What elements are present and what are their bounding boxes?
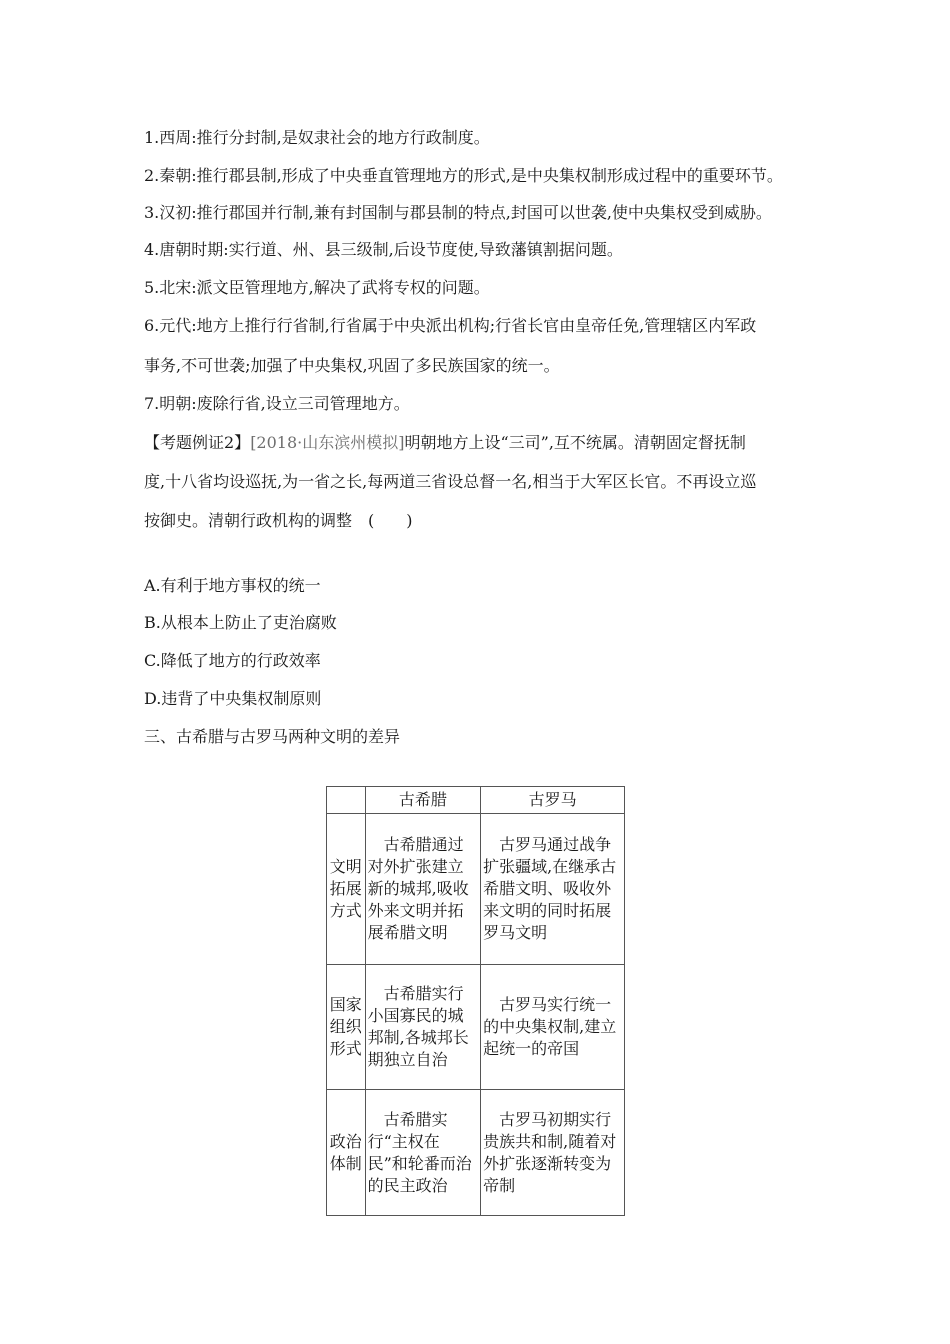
greece-cell: 古希腊通过对外扩张建立新的城邦,吸收外来文明并拓展希腊文明 — [365, 814, 481, 965]
greece-cell: 古希腊实行“主权在民”和轮番而治的民主政治 — [365, 1090, 481, 1216]
table-header-row — [327, 787, 625, 814]
header-greece: 古希腊 — [365, 787, 481, 814]
rome-cell: 古罗马通过战争扩张疆域,在继承古希腊文明、吸收外来文明的同时拓展罗马文明 — [481, 814, 625, 965]
option-b: B.从根本上防止了吏治腐败 — [144, 613, 337, 632]
row-label: 政治体制 — [327, 1090, 366, 1216]
question-stem-line-2: 度,十八省均设巡抚,为一省之长,每两道三省设总督一名,相当于大军区长官。不再设立巡 — [144, 472, 757, 491]
summary-line-7: 事务,不可世袭;加强了中央集权,巩固了多民族国家的统一。 — [144, 356, 560, 375]
option-d: D.违背了中央集权制原则 — [144, 689, 322, 708]
rome-cell: 古罗马初期实行贵族共和制,随着对外扩张逐渐转变为帝制 — [481, 1090, 625, 1216]
greece-cell: 古希腊实行小国寡民的城邦制,各城邦长期独立自治 — [365, 965, 481, 1090]
table-row — [327, 1090, 625, 1216]
question-stem-line-3: 按御史。清朝行政机构的调整 ( ) — [144, 511, 413, 530]
summary-line-6: 6.元代:地方上推行行省制,行省属于中央派出机构;行省长官由皇帝任免,管理辖区内军政 — [144, 316, 757, 335]
summary-line-1: 1.西周:推行分封制,是奴隶社会的地方行政制度。 — [144, 128, 490, 147]
header-rome: 古罗马 — [481, 787, 625, 814]
comparison-table — [326, 786, 625, 1216]
question-stem-line-1 — [144, 432, 746, 454]
option-c: C.降低了地方的行政效率 — [144, 651, 321, 670]
header-empty — [327, 787, 366, 814]
row-label: 文明拓展方式 — [327, 814, 366, 965]
summary-line-4: 4.唐朝时期:实行道、州、县三级制,后设节度使,导致藩镇割据问题。 — [144, 240, 623, 259]
row-label: 国家组织形式 — [327, 965, 366, 1090]
summary-line-3: 3.汉初:推行郡国并行制,兼有封国制与郡县制的特点,封国可以世袭,使中央集权受到威胁。 — [144, 203, 772, 222]
rome-cell: 古罗马实行统一的中央集权制,建立起统一的帝国 — [481, 965, 625, 1090]
question-source: [2018·山东滨州模拟] — [250, 433, 405, 452]
option-a: A.有利于地方事权的统一 — [144, 576, 321, 595]
table-row — [327, 965, 625, 1090]
question-tag: 【考题例证2】 — [144, 433, 251, 452]
question-stem-text: 明朝地方上设“三司”,互不统属。清朝固定督抚制 — [404, 433, 746, 452]
section-title: 三、古希腊与古罗马两种文明的差异 — [144, 727, 401, 746]
summary-line-2: 2.秦朝:推行郡县制,形成了中央垂直管理地方的形式,是中央集权制形成过程中的重要环节。 — [144, 166, 783, 185]
table-row — [327, 814, 625, 965]
summary-line-5: 5.北宋:派文臣管理地方,解决了武将专权的问题。 — [144, 278, 490, 297]
summary-line-8: 7.明朝:废除行省,设立三司管理地方。 — [144, 394, 410, 413]
